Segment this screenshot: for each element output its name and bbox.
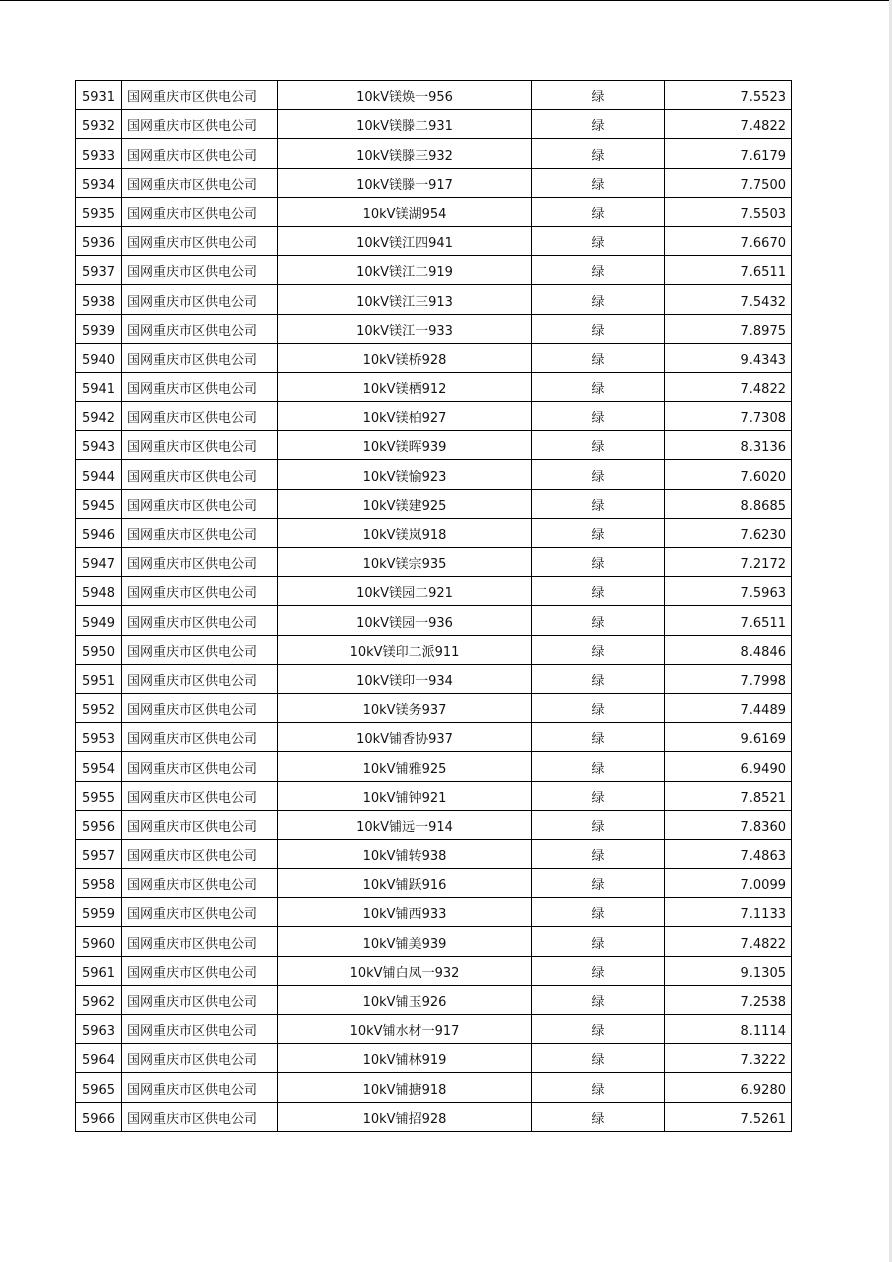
cell-number: 5957	[76, 839, 122, 868]
cell-number: 5944	[76, 460, 122, 489]
table-row	[76, 839, 792, 868]
cell-value: 7.5963	[665, 577, 792, 606]
cell-company: 国网重庆市区供电公司	[122, 898, 278, 927]
table-row	[76, 723, 792, 752]
cell-status-color: 绿	[532, 1015, 665, 1044]
cell-line-name: 10kV镁滕一917	[278, 168, 532, 197]
table-row	[76, 693, 792, 722]
cell-company: 国网重庆市区供电公司	[122, 1015, 278, 1044]
cell-value: 7.6179	[665, 139, 792, 168]
cell-value: 7.8360	[665, 810, 792, 839]
cell-line-name: 10kV铺远一914	[278, 810, 532, 839]
cell-line-name: 10kV铺水材一917	[278, 1015, 532, 1044]
cell-number: 5945	[76, 489, 122, 518]
cell-company: 国网重庆市区供电公司	[122, 343, 278, 372]
cell-line-name: 10kV铺转938	[278, 839, 532, 868]
data-table	[75, 80, 792, 1132]
cell-line-name: 10kV镁江一933	[278, 314, 532, 343]
cell-line-name: 10kV镁建925	[278, 489, 532, 518]
cell-value: 8.3136	[665, 431, 792, 460]
cell-value: 9.1305	[665, 956, 792, 985]
cell-line-name: 10kV铺玉926	[278, 985, 532, 1014]
cell-value: 7.2538	[665, 985, 792, 1014]
table-row	[76, 752, 792, 781]
cell-value: 7.7500	[665, 168, 792, 197]
cell-value: 9.6169	[665, 723, 792, 752]
cell-line-name: 10kV镁岚918	[278, 518, 532, 547]
cell-line-name: 10kV铺招928	[278, 1102, 532, 1131]
cell-value: 7.4822	[665, 927, 792, 956]
cell-company: 国网重庆市区供电公司	[122, 664, 278, 693]
cell-line-name: 10kV镁园二921	[278, 577, 532, 606]
cell-line-name: 10kV镁印一934	[278, 664, 532, 693]
table-row	[76, 985, 792, 1014]
cell-status-color: 绿	[532, 752, 665, 781]
cell-number: 5965	[76, 1073, 122, 1102]
cell-line-name: 10kV镁焕一956	[278, 81, 532, 110]
cell-company: 国网重庆市区供电公司	[122, 693, 278, 722]
cell-status-color: 绿	[532, 577, 665, 606]
cell-company: 国网重庆市区供电公司	[122, 1102, 278, 1131]
cell-company: 国网重庆市区供电公司	[122, 81, 278, 110]
cell-company: 国网重庆市区供电公司	[122, 781, 278, 810]
table-row	[76, 548, 792, 577]
cell-status-color: 绿	[532, 518, 665, 547]
cell-company: 国网重庆市区供电公司	[122, 1073, 278, 1102]
cell-line-name: 10kV镁柏927	[278, 402, 532, 431]
cell-value: 6.9490	[665, 752, 792, 781]
table-body	[76, 81, 792, 1132]
cell-value: 7.3222	[665, 1044, 792, 1073]
cell-value: 7.4822	[665, 372, 792, 401]
cell-status-color: 绿	[532, 431, 665, 460]
cell-value: 7.6020	[665, 460, 792, 489]
cell-line-name: 10kV镁滕二931	[278, 110, 532, 139]
cell-number: 5960	[76, 927, 122, 956]
table-row	[76, 168, 792, 197]
cell-status-color: 绿	[532, 139, 665, 168]
cell-company: 国网重庆市区供电公司	[122, 460, 278, 489]
cell-value: 7.8521	[665, 781, 792, 810]
cell-line-name: 10kV镁务937	[278, 693, 532, 722]
cell-status-color: 绿	[532, 635, 665, 664]
cell-number: 5955	[76, 781, 122, 810]
cell-number: 5959	[76, 898, 122, 927]
cell-value: 7.6670	[665, 226, 792, 255]
table-row	[76, 577, 792, 606]
table-row	[76, 402, 792, 431]
cell-status-color: 绿	[532, 664, 665, 693]
cell-number: 5966	[76, 1102, 122, 1131]
cell-number: 5940	[76, 343, 122, 372]
table-row	[76, 343, 792, 372]
table-row	[76, 110, 792, 139]
cell-value: 6.9280	[665, 1073, 792, 1102]
cell-status-color: 绿	[532, 1044, 665, 1073]
cell-value: 7.6511	[665, 256, 792, 285]
cell-value: 7.4489	[665, 693, 792, 722]
cell-status-color: 绿	[532, 226, 665, 255]
cell-line-name: 10kV镁湖954	[278, 197, 532, 226]
cell-status-color: 绿	[532, 839, 665, 868]
table-row	[76, 1102, 792, 1131]
cell-line-name: 10kV铺美939	[278, 927, 532, 956]
table-row	[76, 927, 792, 956]
cell-value: 7.4822	[665, 110, 792, 139]
cell-company: 国网重庆市区供电公司	[122, 1044, 278, 1073]
cell-number: 5942	[76, 402, 122, 431]
table-row	[76, 489, 792, 518]
table-row	[76, 314, 792, 343]
cell-value: 7.4863	[665, 839, 792, 868]
cell-status-color: 绿	[532, 372, 665, 401]
cell-number: 5954	[76, 752, 122, 781]
cell-company: 国网重庆市区供电公司	[122, 635, 278, 664]
cell-number: 5935	[76, 197, 122, 226]
cell-company: 国网重庆市区供电公司	[122, 548, 278, 577]
cell-value: 7.5503	[665, 197, 792, 226]
cell-status-color: 绿	[532, 285, 665, 314]
cell-line-name: 10kV镁晖939	[278, 431, 532, 460]
cell-company: 国网重庆市区供电公司	[122, 723, 278, 752]
cell-number: 5931	[76, 81, 122, 110]
table-row	[76, 606, 792, 635]
cell-line-name: 10kV镁宗935	[278, 548, 532, 577]
cell-number: 5933	[76, 139, 122, 168]
cell-company: 国网重庆市区供电公司	[122, 489, 278, 518]
cell-number: 5939	[76, 314, 122, 343]
cell-number: 5947	[76, 548, 122, 577]
cell-value: 7.5523	[665, 81, 792, 110]
cell-value: 8.1114	[665, 1015, 792, 1044]
table-row	[76, 285, 792, 314]
cell-status-color: 绿	[532, 343, 665, 372]
cell-number: 5952	[76, 693, 122, 722]
cell-company: 国网重庆市区供电公司	[122, 256, 278, 285]
cell-status-color: 绿	[532, 869, 665, 898]
cell-company: 国网重庆市区供电公司	[122, 810, 278, 839]
cell-status-color: 绿	[532, 1102, 665, 1131]
cell-line-name: 10kV铺钟921	[278, 781, 532, 810]
cell-status-color: 绿	[532, 985, 665, 1014]
cell-status-color: 绿	[532, 489, 665, 518]
table-row	[76, 810, 792, 839]
cell-company: 国网重庆市区供电公司	[122, 752, 278, 781]
cell-status-color: 绿	[532, 606, 665, 635]
cell-number: 5937	[76, 256, 122, 285]
cell-status-color: 绿	[532, 81, 665, 110]
cell-number: 5951	[76, 664, 122, 693]
cell-line-name: 10kV铺香协937	[278, 723, 532, 752]
cell-line-name: 10kV镁栖912	[278, 372, 532, 401]
cell-company: 国网重庆市区供电公司	[122, 314, 278, 343]
cell-status-color: 绿	[532, 781, 665, 810]
cell-number: 5949	[76, 606, 122, 635]
cell-line-name: 10kV铺跃916	[278, 869, 532, 898]
cell-value: 7.0099	[665, 869, 792, 898]
table-row	[76, 1044, 792, 1073]
cell-company: 国网重庆市区供电公司	[122, 606, 278, 635]
table-row	[76, 869, 792, 898]
cell-line-name: 10kV镁江四941	[278, 226, 532, 255]
cell-line-name: 10kV铺西933	[278, 898, 532, 927]
cell-line-name: 10kV镁园一936	[278, 606, 532, 635]
page-top-border	[0, 0, 892, 1]
cell-status-color: 绿	[532, 927, 665, 956]
cell-company: 国网重庆市区供电公司	[122, 927, 278, 956]
cell-company: 国网重庆市区供电公司	[122, 402, 278, 431]
cell-number: 5961	[76, 956, 122, 985]
cell-status-color: 绿	[532, 548, 665, 577]
cell-line-name: 10kV铺雅925	[278, 752, 532, 781]
cell-company: 国网重庆市区供电公司	[122, 226, 278, 255]
cell-value: 9.4343	[665, 343, 792, 372]
cell-number: 5950	[76, 635, 122, 664]
cell-status-color: 绿	[532, 168, 665, 197]
cell-status-color: 绿	[532, 723, 665, 752]
cell-status-color: 绿	[532, 460, 665, 489]
cell-number: 5943	[76, 431, 122, 460]
cell-company: 国网重庆市区供电公司	[122, 197, 278, 226]
cell-number: 5932	[76, 110, 122, 139]
cell-company: 国网重庆市区供电公司	[122, 139, 278, 168]
cell-company: 国网重庆市区供电公司	[122, 577, 278, 606]
cell-number: 5962	[76, 985, 122, 1014]
cell-status-color: 绿	[532, 110, 665, 139]
cell-line-name: 10kV镁滕三932	[278, 139, 532, 168]
cell-company: 国网重庆市区供电公司	[122, 956, 278, 985]
cell-line-name: 10kV铺林919	[278, 1044, 532, 1073]
cell-number: 5956	[76, 810, 122, 839]
table-row	[76, 226, 792, 255]
cell-line-name: 10kV镁江三913	[278, 285, 532, 314]
cell-value: 8.8685	[665, 489, 792, 518]
cell-status-color: 绿	[532, 314, 665, 343]
cell-line-name: 10kV镁江二919	[278, 256, 532, 285]
cell-status-color: 绿	[532, 1073, 665, 1102]
table-row	[76, 460, 792, 489]
cell-number: 5963	[76, 1015, 122, 1044]
cell-number: 5936	[76, 226, 122, 255]
cell-status-color: 绿	[532, 898, 665, 927]
cell-status-color: 绿	[532, 402, 665, 431]
cell-number: 5953	[76, 723, 122, 752]
table-row	[76, 1015, 792, 1044]
cell-line-name: 10kV镁愉923	[278, 460, 532, 489]
table-row	[76, 635, 792, 664]
cell-number: 5964	[76, 1044, 122, 1073]
cell-company: 国网重庆市区供电公司	[122, 168, 278, 197]
cell-company: 国网重庆市区供电公司	[122, 985, 278, 1014]
table-row	[76, 781, 792, 810]
cell-number: 5946	[76, 518, 122, 547]
cell-company: 国网重庆市区供电公司	[122, 285, 278, 314]
cell-company: 国网重庆市区供电公司	[122, 110, 278, 139]
table-row	[76, 372, 792, 401]
table-row	[76, 898, 792, 927]
cell-value: 7.7308	[665, 402, 792, 431]
table-row	[76, 1073, 792, 1102]
cell-value: 8.4846	[665, 635, 792, 664]
cell-company: 国网重庆市区供电公司	[122, 431, 278, 460]
cell-status-color: 绿	[532, 956, 665, 985]
cell-status-color: 绿	[532, 810, 665, 839]
cell-number: 5938	[76, 285, 122, 314]
table-row	[76, 956, 792, 985]
cell-line-name: 10kV镁印二派911	[278, 635, 532, 664]
cell-value: 7.1133	[665, 898, 792, 927]
table-row	[76, 81, 792, 110]
cell-line-name: 10kV镁桥928	[278, 343, 532, 372]
cell-number: 5934	[76, 168, 122, 197]
table-row	[76, 139, 792, 168]
cell-value: 7.5432	[665, 285, 792, 314]
cell-value: 7.5261	[665, 1102, 792, 1131]
table-row	[76, 664, 792, 693]
table-row	[76, 197, 792, 226]
cell-status-color: 绿	[532, 693, 665, 722]
table-row	[76, 431, 792, 460]
cell-value: 7.2172	[665, 548, 792, 577]
table-row	[76, 256, 792, 285]
cell-number: 5958	[76, 869, 122, 898]
cell-value: 7.6230	[665, 518, 792, 547]
cell-company: 国网重庆市区供电公司	[122, 839, 278, 868]
cell-value: 7.7998	[665, 664, 792, 693]
cell-status-color: 绿	[532, 256, 665, 285]
cell-value: 7.8975	[665, 314, 792, 343]
cell-number: 5948	[76, 577, 122, 606]
cell-value: 7.6511	[665, 606, 792, 635]
cell-number: 5941	[76, 372, 122, 401]
cell-status-color: 绿	[532, 197, 665, 226]
cell-line-name: 10kV铺搪918	[278, 1073, 532, 1102]
cell-company: 国网重庆市区供电公司	[122, 869, 278, 898]
cell-company: 国网重庆市区供电公司	[122, 518, 278, 547]
cell-line-name: 10kV铺白凤一932	[278, 956, 532, 985]
cell-company: 国网重庆市区供电公司	[122, 372, 278, 401]
table-row	[76, 518, 792, 547]
